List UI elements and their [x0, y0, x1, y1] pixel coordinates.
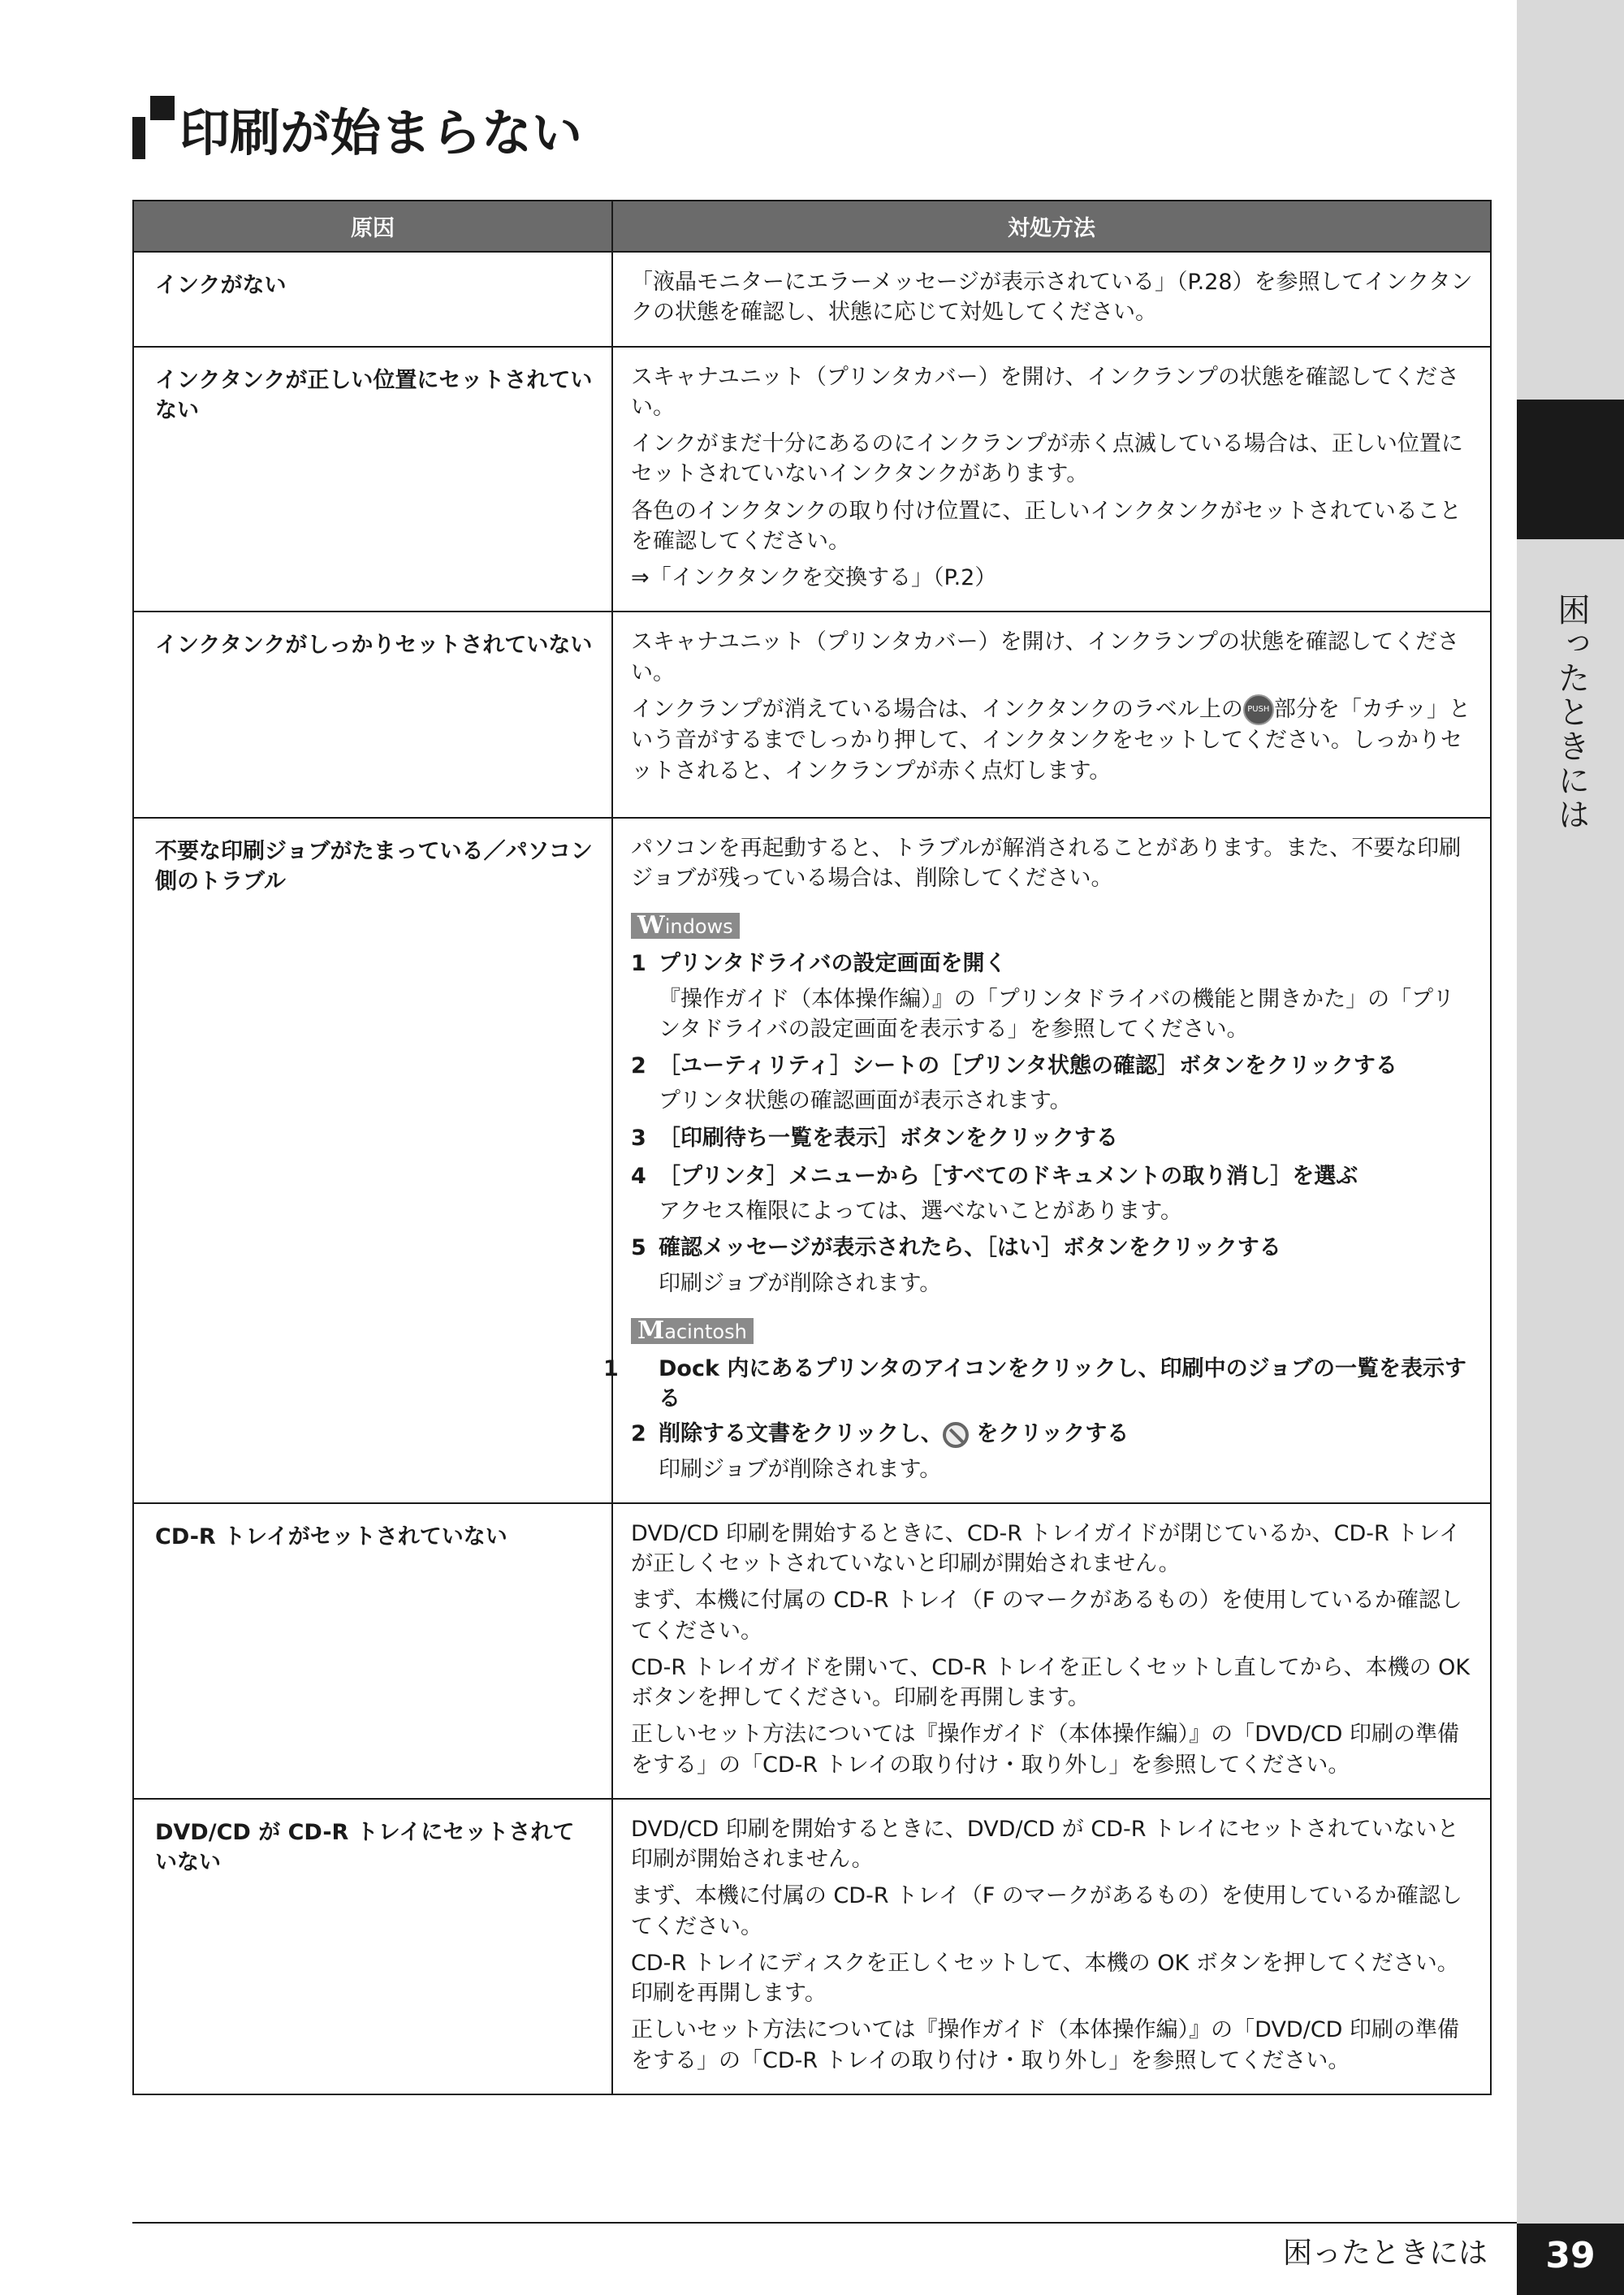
cause-cell: インクタンクが正しい位置にセットされていない — [133, 347, 612, 612]
page-number: 39 — [1517, 2224, 1624, 2295]
remedy-cell — [603, 818, 1491, 1503]
remedy-text: 正しいセット方法については『操作ガイド（本体操作編）』の「DVD/CD 印刷の準備をする」の「CD-R トレイの取り付け・取り外し」を参照してください。 — [631, 1722, 1460, 1778]
footer-rule — [132, 2222, 1517, 2224]
table-row — [133, 818, 1491, 1503]
cancel-job-icon — [943, 1422, 969, 1448]
remedy-cell — [612, 252, 1491, 347]
table-row — [133, 347, 1491, 612]
step-body: 『操作ガイド（本体操作編）』の「プリンタドライバの機能と開きかた」の「プリンタドライバの設定画面を表示する」を参照してください。 — [659, 986, 1455, 1042]
step-number: 1 — [603, 1355, 619, 1381]
windows-badge — [631, 913, 740, 939]
table-row — [133, 1799, 1491, 2094]
step-number: 4 — [631, 1163, 646, 1189]
remedy-text: DVD/CD 印刷を開始するときに、CD-R トレイガイドが閉じているか、CD-R トレイが正しくセットされていないと印刷が開始されません。 — [631, 1520, 1462, 1576]
remedy-text-before: インクランプが消えている場合は、インクタンクのラベル上の — [631, 696, 1243, 722]
cause-cell: インクがない — [133, 252, 612, 347]
remedy-text: スキャナユニット（プリンタカバー）を開け、インクランプの状態を確認してください。 — [631, 364, 1460, 420]
remedy-text: 各色のインクタンクの取り付け位置に、正しいインクタンクがセットされていることを確認してください。 — [631, 498, 1462, 554]
header-remedy: 対処方法 — [612, 201, 1491, 252]
title-marker-icon — [132, 96, 175, 159]
remedy-cell — [612, 1503, 1491, 1799]
remedy-text-after: 部分を「カチッ」という音がするまでしっかり押して、インクタンクをセットしてください。しっかりセットされると、インクランプが赤く点灯します。 — [631, 696, 1471, 784]
step-title — [631, 1161, 1475, 1191]
step-title — [631, 1051, 1475, 1081]
step-body: 印刷ジョブが削除されます。 — [659, 1270, 942, 1296]
page-title: 印刷が始まらない — [179, 103, 583, 162]
step-number: 2 — [631, 1053, 646, 1078]
cause-cell: 不要な印刷ジョブがたまっている／パソコン側のトラブル — [133, 818, 612, 1503]
footer-section-title: 困ったときには — [1282, 2237, 1488, 2270]
macintosh-badge — [631, 1318, 754, 1344]
table-row — [133, 612, 1491, 818]
push-icon: PUSH — [1243, 694, 1274, 725]
remedy-text: まず、本機に付属の CD-R トレイ（F のマークがあるもの）を使用しているか確認してください。 — [631, 1588, 1462, 1644]
step-body: 印刷ジョブが削除されます。 — [659, 1456, 942, 1482]
step-title-text: 削除する文書をクリックし、 — [659, 1421, 943, 1447]
side-tab-label: 困ったときには — [1553, 593, 1590, 832]
windows-badge-text: indows — [664, 915, 733, 939]
step-title — [631, 1419, 1475, 1449]
step-title-text: プリンタドライバの設定画面を開く — [659, 951, 1007, 977]
remedy-text: CD-R トレイにディスクを正しくセットして、本機の OK ボタンを押してください。印刷を再開します。 — [631, 1950, 1459, 2006]
table-row — [133, 252, 1491, 347]
step-number: 3 — [631, 1125, 646, 1151]
remedy-cell — [612, 1799, 1491, 2094]
step-title-text: ［印刷待ち一覧を表示］ボタンをクリックする — [659, 1125, 1118, 1151]
step-title-text: 確認メッセージが表示されたら、［はい］ボタンをクリックする — [659, 1235, 1281, 1261]
remedy-text-with-icon — [631, 694, 1475, 786]
step-title-text: をクリックする — [976, 1421, 1129, 1447]
step-number: 2 — [631, 1421, 646, 1447]
remedy-text: パソコンを再起動すると、トラブルが解消されることがあります。また、不要な印刷ジョブが残っている場合は、削除してください。 — [631, 835, 1462, 891]
step-title-text: ［プリンタ］メニューから［すべてのドキュメントの取り消し］を選ぶ — [659, 1163, 1358, 1189]
step-body: プリンタ状態の確認画面が表示されます。 — [659, 1088, 1072, 1114]
step-title — [631, 1233, 1475, 1263]
header-cause: 原因 — [133, 201, 612, 252]
remedy-text: まず、本機に付属の CD-R トレイ（F のマークがあるもの）を使用しているか確認してください。 — [631, 1883, 1462, 1939]
remedy-text: インクがまだ十分にあるのにインクランプが赤く点滅している場合は、正しい位置にセットされていないインクタンクがあります。 — [631, 431, 1463, 487]
remedy-cell — [612, 612, 1491, 818]
remedy-text: 「液晶モニターにエラーメッセージが表示されている」（P.28）を参照してインクタンクの状態を確認し、状態に応じて対処してください。 — [631, 270, 1473, 326]
remedy-text: CD-R トレイガイドを開いて、CD-R トレイを正しくセットし直してから、本機の OK ボタンを押してください。印刷を再開します。 — [631, 1654, 1471, 1710]
cause-cell: インクタンクがしっかりセットされていない — [133, 612, 612, 818]
cause-cell: CD-R トレイがセットされていない — [133, 1503, 612, 1799]
step-title — [631, 1123, 1475, 1153]
step-title-text: ［ユーティリティ］シートの［プリンタ状態の確認］ボタンをクリックする — [659, 1053, 1397, 1078]
macintosh-badge-initial: M — [637, 1316, 665, 1345]
remedy-reference: ⇒「インクタンクを交換する」（P.2） — [631, 565, 997, 590]
table-header-row — [133, 201, 1491, 252]
remedy-text: DVD/CD 印刷を開始するときに、DVD/CD が CD-R トレイにセットされていないと印刷が開始されません。 — [631, 1816, 1459, 1872]
table-row — [133, 1503, 1491, 1799]
side-strip — [1517, 0, 1624, 2295]
troubleshooting-table — [132, 200, 1492, 2095]
remedy-cell — [612, 347, 1491, 612]
step-body: アクセス権限によっては、選べないことがあります。 — [659, 1199, 1183, 1224]
remedy-text: スキャナユニット（プリンタカバー）を開け、インクランプの状態を確認してください。 — [631, 629, 1460, 685]
cause-cell: DVD/CD が CD-R トレイにセットされていない — [133, 1799, 612, 2094]
step-number: 5 — [631, 1235, 646, 1261]
side-tab-marker — [1517, 400, 1624, 539]
windows-badge-initial: W — [637, 911, 665, 940]
remedy-text: 正しいセット方法については『操作ガイド（本体操作編）』の「DVD/CD 印刷の準備をする」の「CD-R トレイの取り付け・取り外し」を参照してください。 — [631, 2017, 1460, 2073]
step-title-text: Dock 内にあるプリンタのアイコンをクリックし、印刷中のジョブの一覧を表示する — [659, 1355, 1467, 1411]
step-number: 1 — [631, 951, 646, 977]
macintosh-badge-text: acintosh — [664, 1320, 747, 1343]
step-title — [631, 949, 1475, 979]
step-title — [603, 1354, 1475, 1415]
